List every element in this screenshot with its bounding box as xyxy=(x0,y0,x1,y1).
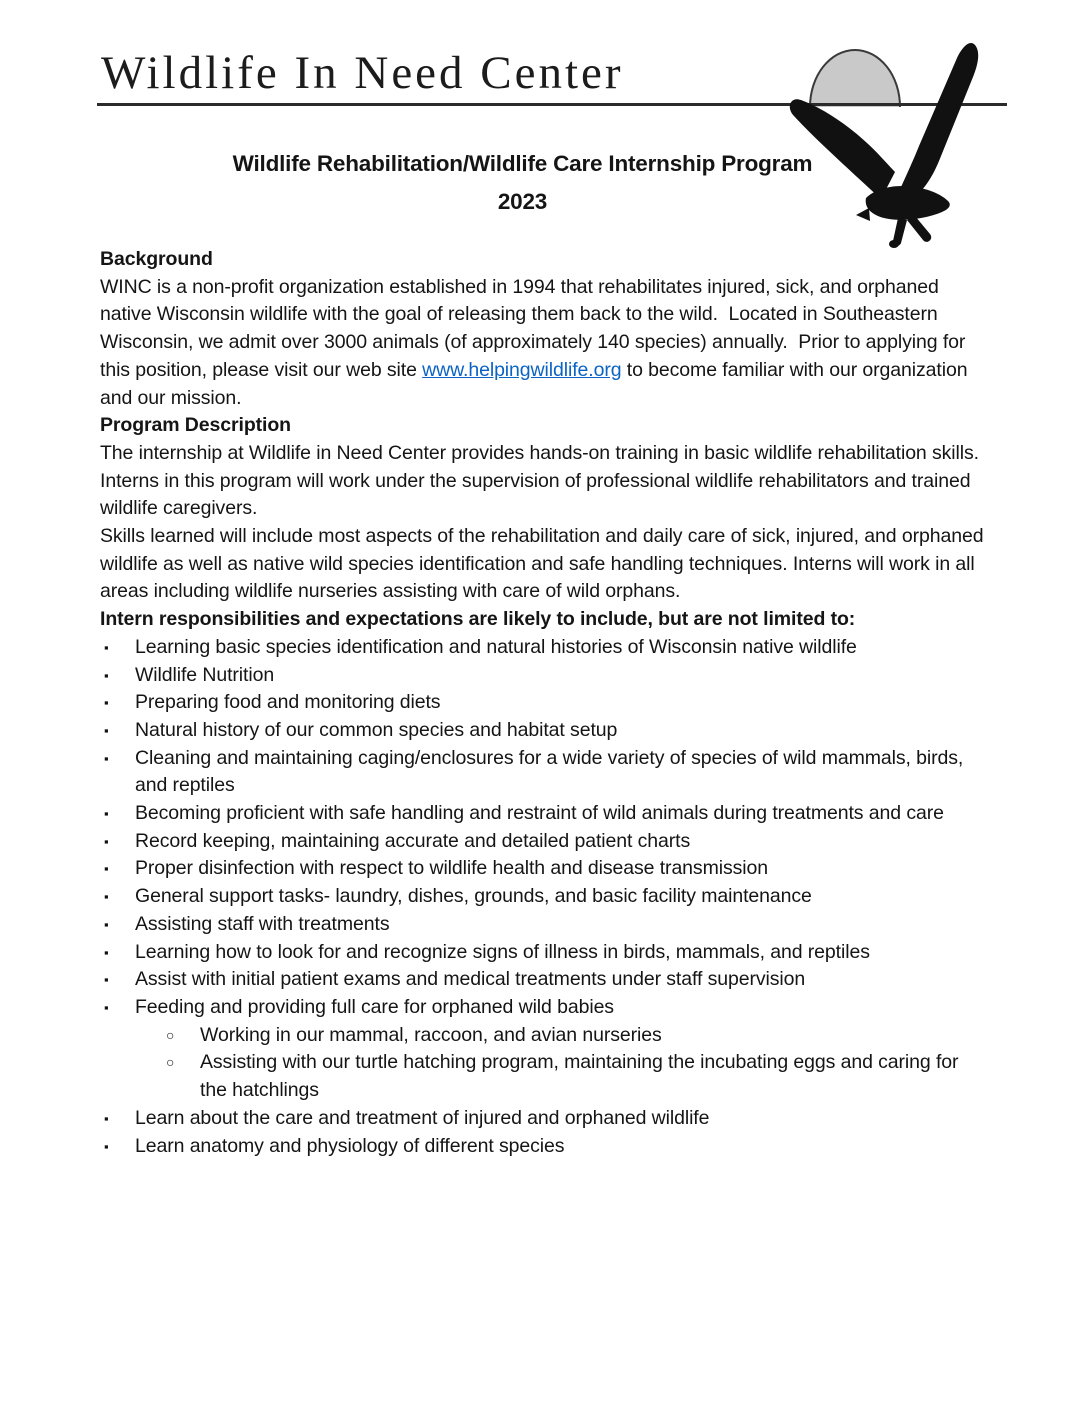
list-item xyxy=(100,966,988,994)
flying-bird-icon xyxy=(782,38,987,250)
list-item xyxy=(100,689,988,717)
list-item xyxy=(100,911,988,939)
list-item xyxy=(100,717,988,745)
square-bullet-icon: ▪ xyxy=(104,667,109,683)
helpingwildlife-link[interactable]: www.helpingwildlife.org xyxy=(422,358,622,381)
list-item xyxy=(100,883,988,911)
document-year: 2023 xyxy=(497,189,548,214)
list-item xyxy=(100,800,988,828)
list-item-text: General support tasks- laundry, dishes, grounds, and basic facility maintenance xyxy=(135,885,812,908)
square-bullet-icon: ▪ xyxy=(104,889,109,905)
list-item-text: Wildlife Nutrition xyxy=(135,663,275,686)
responsibilities-list xyxy=(100,634,988,1160)
circle-bullet-icon: ○ xyxy=(166,1054,175,1071)
responsibilities-heading: Intern responsibilities and expectations are likely to include, but are not limited to: xyxy=(100,608,856,631)
list-item-text: Assisting staff with treatments xyxy=(135,912,390,935)
background-text-before-link: WINC is a non-profit organization established in 1994 that rehabilitates injured, sick, and orphaned native Wisconsin wildlife with the goal of releasing them back to the wild. Located in Southeastern Wisconsin, we admit over 3000 animals (of approximately 140 species) annually. Prior to applying for this position, please visit our web site xyxy=(100,275,971,381)
square-bullet-icon: ▪ xyxy=(104,639,109,655)
list-item-text: Learning basic species identification and natural histories of Wisconsin native wildlife xyxy=(135,635,857,658)
sub-list-item-text: Working in our mammal, raccoon, and avian nurseries xyxy=(200,1023,662,1046)
list-item xyxy=(100,994,988,1105)
nurseries-sublist xyxy=(135,1022,988,1105)
program-description-heading: Program Description xyxy=(100,414,291,437)
square-bullet-icon: ▪ xyxy=(104,833,109,849)
sub-list-item xyxy=(100,1022,988,1050)
sub-list-item xyxy=(100,1049,988,1104)
list-item xyxy=(100,662,988,690)
background-paragraph xyxy=(100,274,988,413)
list-item-text: Learn about the care and treatment of injured and orphaned wildlife xyxy=(135,1106,710,1129)
square-bullet-icon: ▪ xyxy=(104,722,109,738)
list-item xyxy=(100,855,988,883)
list-item xyxy=(100,634,988,662)
list-item-text: Becoming proficient with safe handling and restraint of wild animals during treatments and care xyxy=(135,802,944,825)
background-text-after-link: to become familiar with our organization and our mission. xyxy=(100,358,973,409)
background-heading: Background xyxy=(100,248,213,270)
sub-list-item-text: Assisting with our turtle hatching program, maintaining the incubating eggs and caring for the hatchlings xyxy=(200,1051,959,1102)
square-bullet-icon: ▪ xyxy=(104,944,109,960)
list-item xyxy=(100,939,988,967)
org-wordmark: Wildlife In Need Center xyxy=(101,47,624,99)
list-item-text: Assist with initial patient exams and medical treatments under staff supervision xyxy=(135,968,806,991)
list-item xyxy=(100,1133,988,1161)
square-bullet-icon: ▪ xyxy=(104,999,109,1015)
list-item-text: Cleaning and maintaining caging/enclosures for a wide variety of species of wild mammals, birds, and reptiles xyxy=(135,746,964,797)
program-description-paragraph-1: The internship at Wildlife in Need Center provides hands-on training in basic wildlife rehabilitation skills. Interns in this program will work under the supervision of professional wildlife rehabilitators and trained wildlife caregivers. xyxy=(100,441,990,520)
list-item-text: Proper disinfection with respect to wildlife health and disease transmission xyxy=(135,857,768,880)
document-body xyxy=(100,246,988,1160)
square-bullet-icon: ▪ xyxy=(104,861,109,877)
program-description-paragraph-2: Skills learned will include most aspects of the rehabilitation and daily care of sick, injured, and orphaned wildlife as well as native wild species identification and safe handling techniques. Interns will work in all areas including wildlife nurseries assisting with care of wild orphans. xyxy=(100,525,989,603)
circle-bullet-icon: ○ xyxy=(166,1026,175,1043)
list-item xyxy=(100,1105,988,1133)
list-item-text: Learn anatomy and physiology of different species xyxy=(135,1134,565,1157)
list-item xyxy=(100,828,988,856)
list-item-text: Record keeping, maintaining accurate and detailed patient charts xyxy=(135,829,691,852)
list-item-text: Natural history of our common species and habitat setup xyxy=(135,718,618,741)
list-item-text: Feeding and providing full care for orphaned wild babies xyxy=(135,995,614,1018)
list-item xyxy=(100,745,988,800)
document-title: Wildlife Rehabilitation/Wildlife Care Internship Program xyxy=(232,151,813,176)
square-bullet-icon: ▪ xyxy=(104,972,109,988)
list-item-text: Learning how to look for and recognize signs of illness in birds, mammals, and reptiles xyxy=(135,940,870,963)
square-bullet-icon: ▪ xyxy=(104,1110,109,1126)
list-item-text: Preparing food and monitoring diets xyxy=(135,691,441,714)
square-bullet-icon: ▪ xyxy=(104,695,109,711)
square-bullet-icon: ▪ xyxy=(104,916,109,932)
square-bullet-icon: ▪ xyxy=(104,806,109,822)
square-bullet-icon: ▪ xyxy=(104,1138,109,1154)
square-bullet-icon: ▪ xyxy=(104,750,109,766)
